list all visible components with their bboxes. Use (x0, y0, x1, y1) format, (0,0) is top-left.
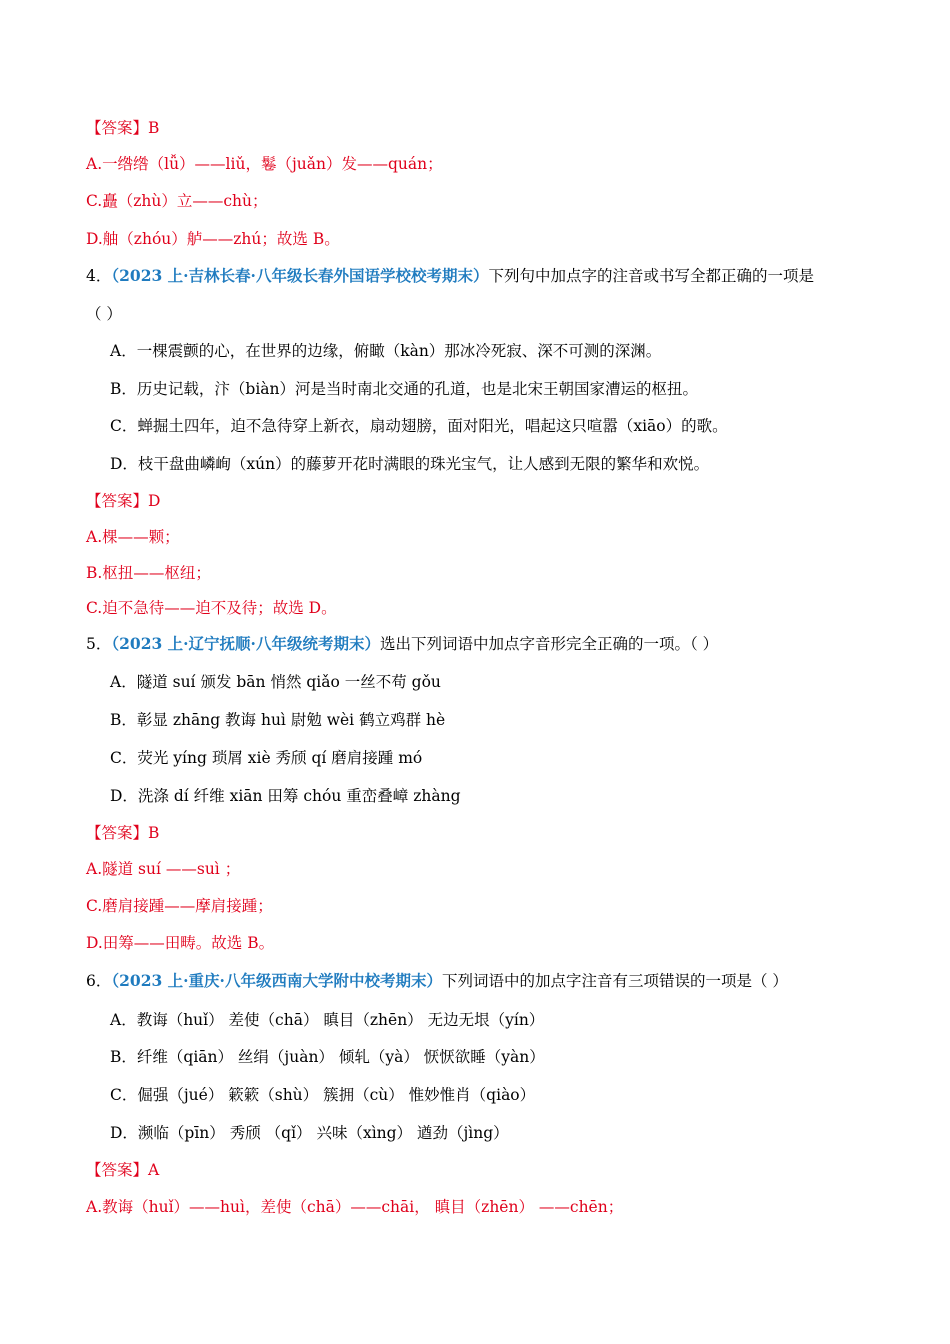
question-text: 下列词语中的加点字注音有三项错误的一项是（ ） (441, 972, 788, 990)
explanation-line: C.矗（zhù）立——chù； (86, 192, 268, 210)
answer-line-2 (86, 491, 160, 511)
option-c: C．荧光 yíng 琐屑 xiè 秀颀 qí 磨肩接踵 mó (110, 749, 423, 767)
question-bracket: （ ） (86, 305, 122, 323)
answer-line-3 (86, 823, 159, 843)
explanation-line: A.隧道 suí ——suì ； (86, 860, 241, 878)
option-c: C．蝉掘土四年，迫不急待穿上新衣，扇动翅膀，面对阳光，唱起这只喧嚣（xiāo）的歌。 (110, 417, 728, 435)
answer-line-4 (86, 1160, 159, 1180)
option-c: C．倔强（jué） 簌簌（shù） 簇拥（cù） 惟妙惟肖（qiào） (110, 1086, 536, 1104)
question-6 (86, 971, 788, 991)
explanation-line: D.田筹——田畴。故选 B。 (86, 934, 275, 952)
question-number: 6． (86, 972, 112, 990)
question-4 (86, 266, 814, 286)
answer-letter: A (148, 1161, 160, 1179)
option-a: A．隧道 suí 颁发 bān 悄然 qiǎo 一丝不苟 gǒu (110, 673, 441, 691)
question-number: 4． (86, 267, 112, 285)
explanation-line: C.迫不急待——迫不及待；故选 D。 (86, 599, 337, 617)
question-text: 选出下列词语中加点字音形完全正确的一项。（ ） (379, 635, 719, 653)
explanation-line: A.教诲（huǐ）——huì，差使（chā）——chāi， 瞋目（zhēn） ——chēn； (86, 1198, 624, 1216)
question-source: （2023 上·重庆·八年级西南大学附中校考期末） (111, 971, 442, 990)
answer-label: 【答案】 (86, 492, 149, 510)
explanation-line: A.棵——颗； (86, 528, 180, 546)
answer-letter: D (148, 492, 161, 510)
question-5 (86, 634, 718, 654)
explanation-line: C.磨肩接踵——摩肩接踵； (86, 897, 273, 915)
option-d: D．濒临（pīn） 秀颀 （qǐ） 兴味（xìng） 遒劲（jìng） (110, 1124, 509, 1142)
option-b: B．历史记载，汴（biàn）河是当时南北交通的孔道，也是北宋王朝国家漕运的枢扭。 (110, 380, 698, 398)
question-text: 下列句中加点字的注音或书写全都正确的一项是 (488, 267, 814, 285)
question-number: 5． (86, 635, 112, 653)
option-b: B．纤维（qiān） 丝绢（juàn） 倾轧（yà） 恹恹欲睡（yàn） (110, 1048, 545, 1066)
option-b: B．彰显 zhāng 教诲 huì 尉勉 wèi 鹤立鸡群 hè (110, 711, 446, 729)
answer-letter: B (148, 119, 160, 137)
option-a: A．教诲（huǐ） 差使（chā） 瞋目（zhēn） 无边无垠（yín） (110, 1011, 545, 1029)
explanation-line: A.一绺绺（lǚ）——liǔ，鬈（juǎn）发——quán； (86, 155, 443, 173)
option-d: D．枝干盘曲嶙峋（xún）的藤萝开花时满眼的珠光宝气，让人感到无限的繁华和欢悦。 (110, 455, 710, 473)
answer-label: 【答案】 (86, 824, 149, 842)
option-a: A．一棵震颤的心，在世界的边缘，俯瞰（kàn）那冰冷死寂、深不可测的深渊。 (110, 342, 662, 360)
answer-label: 【答案】 (86, 1161, 149, 1179)
question-source: （2023 上·吉林长春·八年级长春外国语学校校考期末） (111, 266, 489, 285)
question-source: （2023 上·辽宁抚顺·八年级统考期末） (111, 634, 380, 653)
explanation-line: B.枢扭——枢纽； (86, 564, 211, 582)
answer-label: 【答案】 (86, 119, 149, 137)
answer-letter: B (148, 824, 160, 842)
option-d: D．洗涤 dí 纤维 xiān 田筹 chóu 重峦叠嶂 zhàng (110, 787, 461, 805)
explanation-line: D.舳（zhóu）舻——zhú；故选 B。 (86, 230, 340, 248)
answer-line-1 (86, 118, 159, 138)
